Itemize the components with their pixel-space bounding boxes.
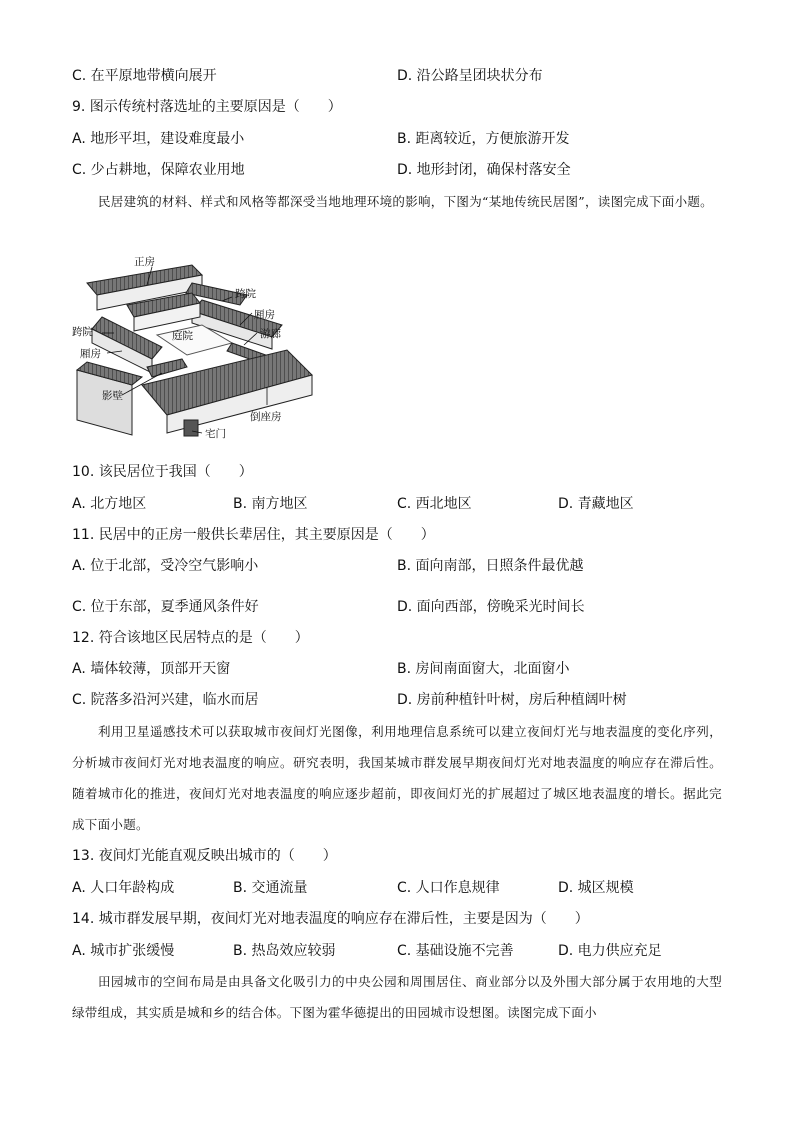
q10-stem: 10. 该民居位于我国（ ） <box>72 464 253 480</box>
q9-option-c: C. 少占耕地，保障农业用地 <box>72 162 245 178</box>
label-tingyuan: 庭院 <box>172 330 193 342</box>
label-daozuofang: 倒座房 <box>250 411 282 423</box>
passage-night-lights: 利用卫星遥感技术可以获取城市夜间灯光图像，利用地理信息系统可以建立夜间灯光与地表温度的变化序列，分析城市夜间灯光对地表温度的响应。研究表明，我国某城市群发展早期夜间灯光对地表温度的响应存在滞后性。随着城市化的推进，夜间灯光对地表温度的响应逐步超前，即夜间灯光的扩展超过了城区地表温度的增长。据此完成下面小题。 <box>72 724 722 832</box>
label-kuayuan-left: 跨院 <box>72 326 93 338</box>
q11-option-a: A. 位于北部，受冷空气影响小 <box>72 558 259 574</box>
q9-option-d: D. 地形封闭，确保村落安全 <box>397 162 571 178</box>
q11-option-c: C. 位于东部，夏季通风条件好 <box>72 599 259 615</box>
q10-option-a: A. 北方地区 <box>72 496 147 512</box>
q12-option-c: C. 院落多沿河兴建，临水而居 <box>72 692 259 708</box>
label-youlang: 游廊 <box>260 328 281 340</box>
q9-option-a: A. 地形平坦，建设难度最小 <box>72 131 245 147</box>
q10-option-c: C. 西北地区 <box>397 496 472 512</box>
label-xiangfang-left: 厢房 <box>80 348 101 360</box>
q14-stem: 14. 城市群发展早期，夜间灯光对地表温度的响应存在滞后性，主要是因为（ ） <box>72 911 589 927</box>
q9-stem: 9. 图示传统村落选址的主要原因是（ ） <box>72 99 342 115</box>
q10-option-b: B. 南方地区 <box>233 496 308 512</box>
q13-option-a: A. 人口年龄构成 <box>72 880 175 896</box>
q11-stem: 11. 民居中的正房一般供长辈居住，其主要原因是（ ） <box>72 527 435 543</box>
q10-option-d: D. 青藏地区 <box>558 496 634 512</box>
q12-option-b: B. 房间南面窗大，北面窗小 <box>397 661 570 677</box>
q8-option-c: C. 在平原地带横向展开 <box>72 68 217 84</box>
label-xiangfang-right: 厢房 <box>254 309 275 321</box>
passage-dwelling: 民居建筑的材料、样式和风格等都深受当地地理环境的影响，下图为“某地传统民居图”，读图完成下面小题。 <box>98 194 713 209</box>
q12-option-d: D. 房前种植针叶树，房后种植阔叶树 <box>397 692 627 708</box>
q13-option-b: B. 交通流量 <box>233 880 308 896</box>
q11-option-d: D. 面向西部，傍晚采光时间长 <box>397 599 585 615</box>
q12-stem: 12. 符合该地区民居特点的是（ ） <box>72 630 309 646</box>
q13-option-d: D. 城区规模 <box>558 880 634 896</box>
q14-option-d: D. 电力供应充足 <box>558 943 662 959</box>
label-kuayuan-right: 跨院 <box>235 288 256 300</box>
label-yingbi: 影壁 <box>102 390 123 402</box>
label-zhengfang: 正房 <box>134 256 155 268</box>
q11-option-b: B. 面向南部，日照条件最优越 <box>397 558 584 574</box>
q14-option-a: A. 城市扩张缓慢 <box>72 943 175 959</box>
q8-option-d: D. 沿公路呈团块状分布 <box>397 68 543 84</box>
q12-option-a: A. 墙体较薄，顶部开天窗 <box>72 661 231 677</box>
courtyard-house-figure <box>72 255 322 440</box>
q9-option-b: B. 距离较近，方便旅游开发 <box>397 131 570 147</box>
label-zhaimen: 宅门 <box>205 428 226 440</box>
q14-option-b: B. 热岛效应较弱 <box>233 943 336 959</box>
q14-option-c: C. 基础设施不完善 <box>397 943 514 959</box>
passage-garden-city: 田园城市的空间布局是由具备文化吸引力的中央公园和周围居住、商业部分以及外围大部分属于农用地的大型绿带组成，其实质是城和乡的结合体。下图为霍华德提出的田园城市设想图。读图完成下面小 <box>72 974 722 1020</box>
q13-option-c: C. 人口作息规律 <box>397 880 500 896</box>
q13-stem: 13. 夜间灯光能直观反映出城市的（ ） <box>72 848 337 864</box>
